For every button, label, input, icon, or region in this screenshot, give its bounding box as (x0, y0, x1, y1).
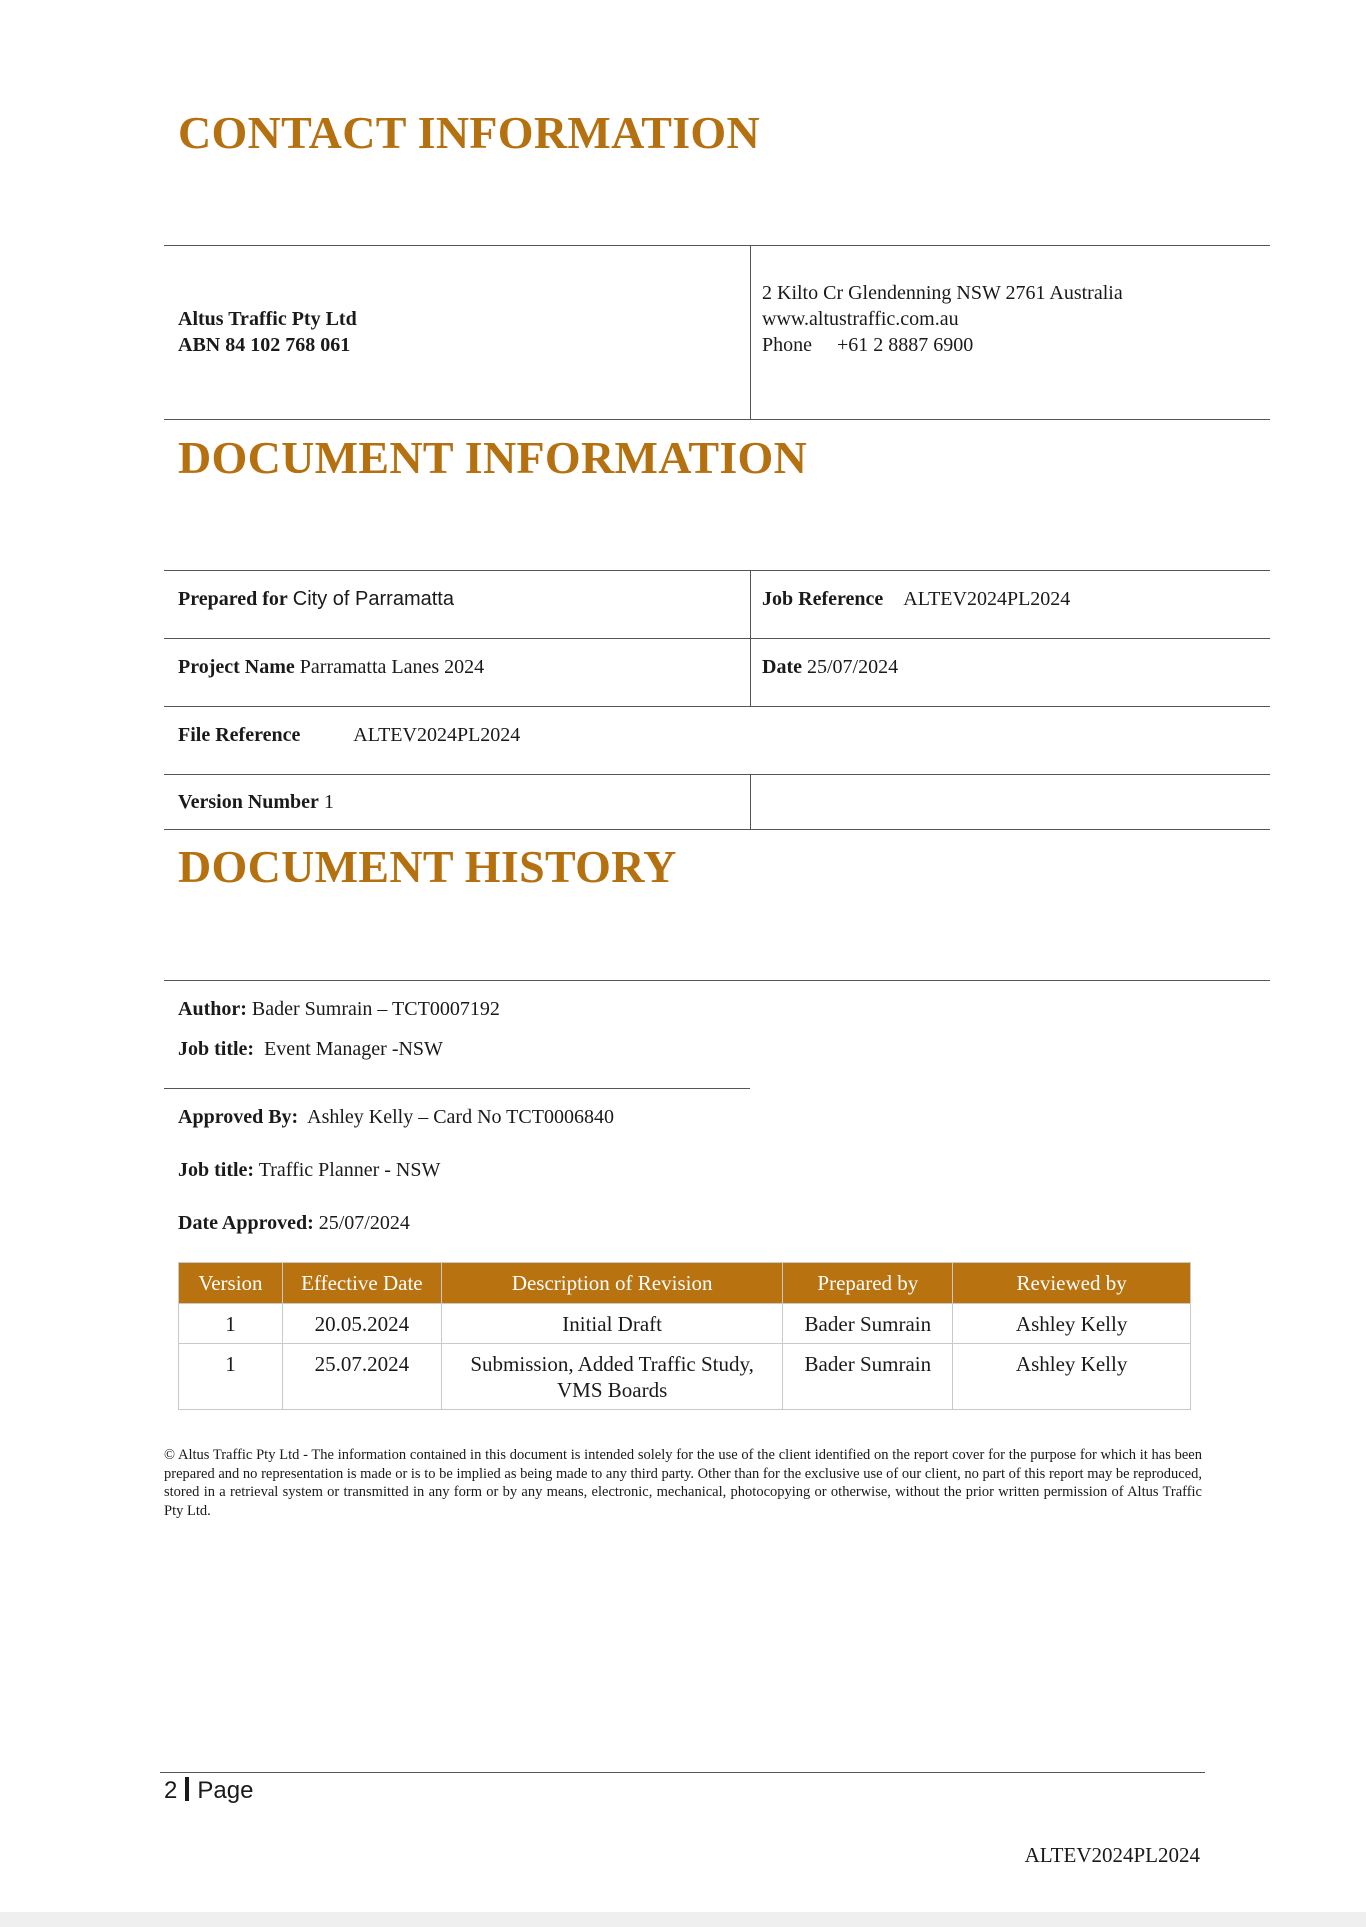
table-cell: Initial Draft (441, 1304, 783, 1344)
column-header: Reviewed by (953, 1263, 1191, 1304)
column-header: Prepared by (783, 1263, 953, 1304)
divider (164, 638, 1270, 639)
approver-job-value: Traffic Planner - NSW (258, 1159, 441, 1181)
contact-heading: CONTACT INFORMATION (178, 107, 761, 158)
divider (164, 419, 1270, 420)
date-row (762, 654, 898, 680)
file-reference-label: File Reference (178, 724, 301, 746)
project-name-label: Project Name (178, 656, 295, 678)
version-label: Version Number (178, 791, 319, 813)
page-label: Page (197, 1777, 254, 1804)
column-header: Effective Date (282, 1263, 441, 1304)
date-value: 25/07/2024 (806, 656, 899, 678)
company-name: Altus Traffic Pty Ltd (178, 308, 357, 330)
page-number (164, 1777, 253, 1805)
project-name-row (178, 654, 484, 680)
approver-job-label: Job title: (178, 1159, 255, 1181)
column-header: Version (179, 1263, 283, 1304)
table-cell: 1 (179, 1304, 283, 1344)
approved-by-row (178, 1104, 614, 1130)
table-cell: Bader Sumrain (783, 1344, 953, 1410)
author-job-value: Event Manager -NSW (264, 1038, 443, 1060)
divider (750, 774, 751, 829)
phone-number: +61 2 8887 6900 (837, 334, 974, 356)
table-cell: 20.05.2024 (282, 1304, 441, 1344)
author-value: Bader Sumrain – TCT0007192 (251, 998, 500, 1020)
table-row (179, 1304, 1191, 1344)
copyright-disclaimer: © Altus Traffic Pty Ltd - The information contained in this document is intended solely for the use of the client identified on the report cover for the purpose for which it has been prepared and no representation is made or is to be implied as being made to any third party. Other than for the exclusive use of our client, no part of this report may be reproduced, stored in a retrieval system or transmitted in any form or by any means, electronic, mechanical, photocopying or otherwise, without the prior written permission of Altus Traffic Pty Ltd. (164, 1447, 1202, 1519)
revision-history-table (178, 1262, 1191, 1410)
prepared-for-value: City of Parramatta (292, 588, 454, 610)
separator-bar (185, 1777, 189, 1801)
divider (164, 774, 1270, 775)
divider (750, 245, 751, 419)
page-number-value: 2 (164, 1777, 178, 1804)
author-job-row (178, 1036, 443, 1062)
date-label: Date (762, 656, 802, 678)
footer-reference: ALTEV2024PL2024 (1024, 1843, 1200, 1867)
file-reference-row (178, 722, 520, 748)
page-edge (0, 1912, 1366, 1927)
divider (750, 570, 751, 706)
author-label: Author: (178, 998, 247, 1020)
divider (164, 1088, 750, 1089)
document-info-heading: DOCUMENT INFORMATION (178, 432, 808, 483)
approver-job-row (178, 1157, 440, 1183)
job-reference-value: ALTEV2024PL2024 (903, 588, 1071, 610)
table-cell: Ashley Kelly (953, 1304, 1191, 1344)
document-history-heading: DOCUMENT HISTORY (178, 841, 677, 892)
job-reference-row (762, 586, 1070, 612)
table-cell: Submission, Added Traffic Study, VMS Boards (441, 1344, 783, 1410)
job-reference-label: Job Reference (762, 588, 884, 610)
divider (164, 980, 1270, 981)
version-row (178, 789, 334, 815)
project-name-value: Parramatta Lanes 2024 (299, 656, 485, 678)
table-row (179, 1344, 1191, 1410)
file-reference-value: ALTEV2024PL2024 (353, 724, 521, 746)
author-job-label: Job title: (178, 1038, 255, 1060)
divider (164, 706, 1270, 707)
column-header: Description of Revision (441, 1263, 783, 1304)
company-address: 2 Kilto Cr Glendenning NSW 2761 Australia (762, 282, 1123, 304)
table-cell: Ashley Kelly (953, 1344, 1191, 1410)
date-approved-value: 25/07/2024 (318, 1212, 410, 1234)
divider (164, 245, 1270, 246)
prepared-for-label: Prepared for (178, 588, 288, 610)
author-row (178, 996, 500, 1022)
divider (164, 570, 1270, 571)
phone-label: Phone (762, 334, 812, 356)
table-cell: 1 (179, 1344, 283, 1410)
prepared-for-row (178, 586, 454, 612)
table-cell: 25.07.2024 (282, 1344, 441, 1410)
approved-by-value: Ashley Kelly – Card No TCT0006840 (307, 1106, 614, 1128)
footer-divider (160, 1772, 1205, 1773)
company-phone (762, 332, 973, 358)
date-approved-row (178, 1210, 410, 1236)
company-abn: ABN 84 102 768 061 (178, 334, 351, 356)
company-website[interactable]: www.altustraffic.com.au (762, 308, 959, 330)
table-header-row (179, 1263, 1191, 1304)
version-value: 1 (323, 791, 334, 813)
approved-by-label: Approved By: (178, 1106, 299, 1128)
table-cell: Bader Sumrain (783, 1304, 953, 1344)
date-approved-label: Date Approved: (178, 1212, 314, 1234)
divider (164, 829, 1270, 830)
